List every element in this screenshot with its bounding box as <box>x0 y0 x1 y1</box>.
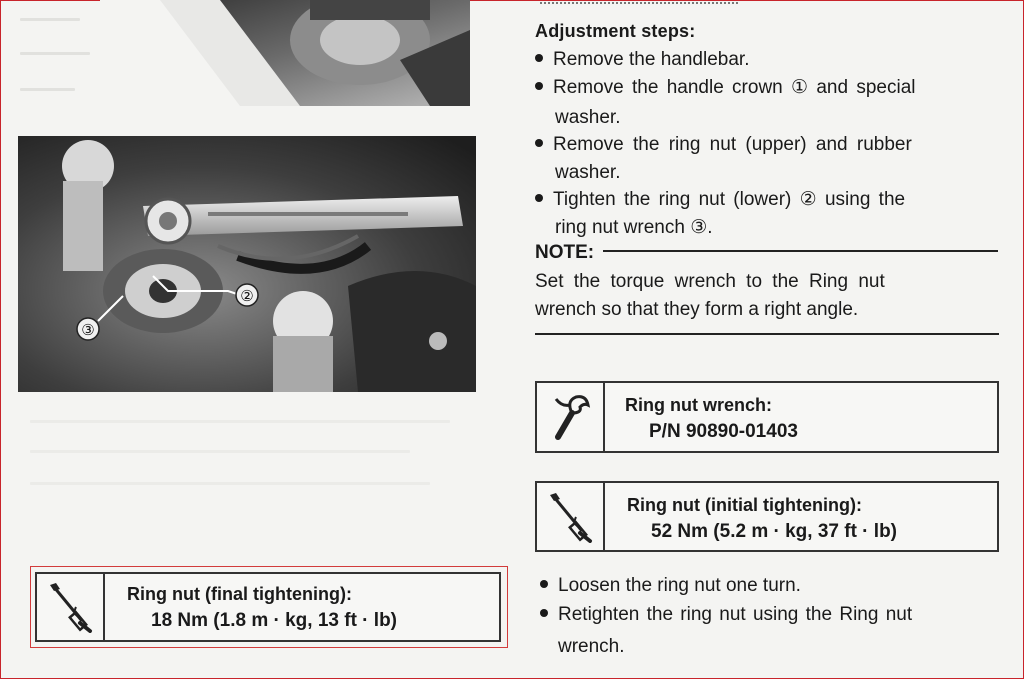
callout-3: ③ <box>81 321 95 339</box>
ref-number: ① <box>791 77 809 98</box>
step-continuation: wrench. <box>558 636 625 657</box>
spec-value: 18 Nm (1.8 m · kg, 13 ft · lb) <box>151 610 397 631</box>
step-text: Remove the handle crown <box>553 77 783 98</box>
note-line: wrench so that they form a right angle. <box>535 299 859 320</box>
step-remove-crown <box>535 73 1005 102</box>
torque-wrench-icon <box>37 574 105 640</box>
step-text: Remove the handlebar. <box>553 49 750 70</box>
note-end-rule <box>535 333 999 335</box>
bullet-icon <box>535 139 543 147</box>
section-heading: Adjustment steps: <box>535 21 696 41</box>
step-text: Retighten the ring nut using the Ring nut <box>558 604 913 625</box>
spec-box-initial <box>535 481 999 552</box>
step-text: and special <box>816 77 916 98</box>
bullet-icon <box>535 82 543 90</box>
spec-box-wrench <box>535 381 999 453</box>
ref-number: ② <box>799 189 817 210</box>
note-line: Set the torque wrench to the Ring nut <box>535 271 885 292</box>
ring-nut-photo <box>18 136 476 392</box>
photo-top <box>100 0 470 106</box>
note-label: NOTE: <box>535 242 595 263</box>
step-continuation: washer. <box>555 162 621 183</box>
bullet-icon <box>540 580 548 588</box>
spec-value: 52 Nm (5.2 m · kg, 37 ft · lb) <box>651 521 897 542</box>
step-remove-upper-nut <box>535 130 1005 159</box>
ring-nut-wrench-icon <box>537 383 605 451</box>
bleed-through <box>30 482 430 485</box>
note-text <box>535 268 997 324</box>
step-text: using the <box>824 189 906 210</box>
step-remove-handlebar <box>535 45 1005 74</box>
step-continuation <box>555 213 713 242</box>
spec-value: P/N 90890-01403 <box>649 421 798 442</box>
spec-title: Ring nut (initial tightening): <box>627 495 862 515</box>
step-text: Remove the ring nut (upper) and rubber <box>553 134 912 155</box>
step-text: ring nut wrench <box>555 217 685 238</box>
bleed-through <box>30 420 450 423</box>
spec-title: Ring nut wrench: <box>625 395 772 415</box>
torque-wrench-icon <box>537 483 605 550</box>
spec-title: Ring nut (final tightening): <box>127 584 352 604</box>
step-loosen <box>540 571 801 600</box>
step-text: Loosen the ring nut one turn. <box>558 575 801 596</box>
step-text: . <box>707 217 713 238</box>
bullet-icon <box>535 194 543 202</box>
step-text: Tighten the ring nut (lower) <box>553 189 792 210</box>
bleed-through <box>20 52 90 55</box>
note-rule <box>603 250 998 252</box>
step-continuation: washer. <box>555 107 621 128</box>
spec-box-final <box>35 572 501 642</box>
ref-number: ③ <box>690 217 708 238</box>
top-dotted-rule <box>540 2 740 4</box>
bleed-through <box>30 450 410 453</box>
step-tighten-lower-nut <box>535 185 1005 214</box>
bleed-through <box>20 18 80 21</box>
step-retighten <box>540 600 912 629</box>
callout-2: ② <box>240 287 254 305</box>
bullet-icon <box>535 54 543 62</box>
bullet-icon <box>540 609 548 617</box>
bleed-through <box>20 88 75 91</box>
